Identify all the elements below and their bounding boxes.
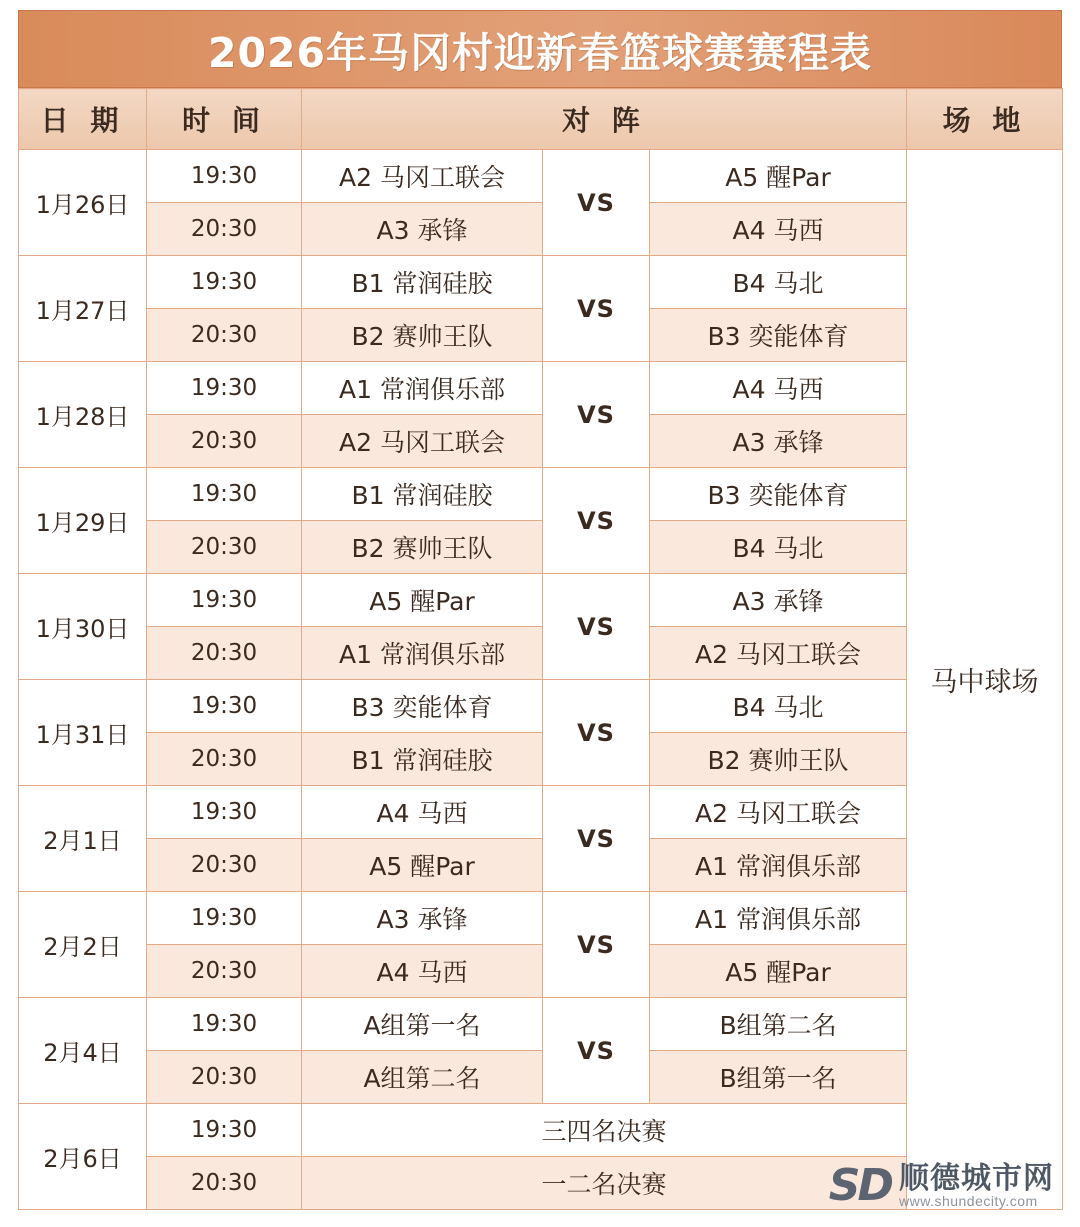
cell-vs: VS [543, 998, 650, 1104]
cell-final-match: 三四名决赛 [302, 1104, 907, 1157]
cell-time: 20:30 [147, 839, 302, 892]
cell-time: 19:30 [147, 892, 302, 945]
cell-team-b: A4 马西 [650, 203, 907, 256]
page-title: 2026年马冈村迎新春篮球赛赛程表 [207, 28, 873, 77]
table-row [19, 1104, 1063, 1157]
cell-date: 1月31日 [19, 680, 147, 786]
cell-team-b: B组第二名 [650, 998, 907, 1051]
cell-team-a: B1 常润硅胶 [302, 468, 543, 521]
table-row [19, 998, 1063, 1051]
cell-team-a: B3 奕能体育 [302, 680, 543, 733]
table-row [19, 521, 1063, 574]
column-header-match: 对 阵 [302, 89, 907, 150]
column-header-date: 日 期 [19, 89, 147, 150]
cell-team-a: A3 承锋 [302, 203, 543, 256]
cell-team-b: A3 承锋 [650, 574, 907, 627]
cell-team-b: B3 奕能体育 [650, 468, 907, 521]
table-row [19, 415, 1063, 468]
cell-time: 19:30 [147, 362, 302, 415]
table-row [19, 892, 1063, 945]
table-row [19, 203, 1063, 256]
cell-team-a: A4 马西 [302, 786, 543, 839]
cell-team-b: B组第一名 [650, 1051, 907, 1104]
header-row [19, 89, 1063, 150]
cell-team-a: A2 马冈工联会 [302, 415, 543, 468]
cell-team-b: B2 赛帅王队 [650, 733, 907, 786]
cell-team-a: A5 醒Par [302, 574, 543, 627]
schedule-table [18, 88, 1063, 1210]
cell-team-b: B4 马北 [650, 521, 907, 574]
table-row [19, 839, 1063, 892]
cell-vs: VS [543, 574, 650, 680]
cell-time: 20:30 [147, 627, 302, 680]
table-row [19, 1051, 1063, 1104]
cell-team-a: B1 常润硅胶 [302, 733, 543, 786]
table-row [19, 786, 1063, 839]
cell-team-b: A4 马西 [650, 362, 907, 415]
cell-time: 19:30 [147, 998, 302, 1051]
cell-time: 19:30 [147, 786, 302, 839]
cell-time: 19:30 [147, 256, 302, 309]
cell-team-b: A3 承锋 [650, 415, 907, 468]
cell-team-a: A2 马冈工联会 [302, 150, 543, 203]
cell-vs: VS [543, 468, 650, 574]
cell-team-b: B4 马北 [650, 256, 907, 309]
cell-vs: VS [543, 892, 650, 998]
cell-team-b: B3 奕能体育 [650, 309, 907, 362]
cell-date: 2月4日 [19, 998, 147, 1104]
cell-team-b: A2 马冈工联会 [650, 786, 907, 839]
cell-team-b: A1 常润俱乐部 [650, 892, 907, 945]
cell-venue: 马中球场 [907, 150, 1063, 1210]
cell-time: 20:30 [147, 203, 302, 256]
cell-date: 1月29日 [19, 468, 147, 574]
table-row [19, 945, 1063, 998]
cell-date: 2月2日 [19, 892, 147, 998]
column-header-time: 时 间 [147, 89, 302, 150]
cell-time: 20:30 [147, 415, 302, 468]
cell-date: 1月26日 [19, 150, 147, 256]
cell-time: 19:30 [147, 468, 302, 521]
cell-time: 19:30 [147, 574, 302, 627]
column-header-venue: 场 地 [907, 89, 1063, 150]
logo-icon: SD [828, 1159, 891, 1211]
cell-time: 20:30 [147, 309, 302, 362]
cell-vs: VS [543, 256, 650, 362]
cell-time: 19:30 [147, 150, 302, 203]
cell-vs: VS [543, 362, 650, 468]
cell-team-a: A组第一名 [302, 998, 543, 1051]
cell-team-a: A4 马西 [302, 945, 543, 998]
table-row [19, 627, 1063, 680]
cell-vs: VS [543, 786, 650, 892]
cell-time: 19:30 [147, 1104, 302, 1157]
cell-team-b: A2 马冈工联会 [650, 627, 907, 680]
cell-team-a: B1 常润硅胶 [302, 256, 543, 309]
table-row [19, 1157, 1063, 1210]
cell-date: 2月6日 [19, 1104, 147, 1210]
table-row [19, 468, 1063, 521]
table-row [19, 680, 1063, 733]
table-row [19, 574, 1063, 627]
cell-team-b: A5 醒Par [650, 150, 907, 203]
watermark-site-name: 顺德城市网 [899, 1161, 1054, 1195]
cell-time: 19:30 [147, 680, 302, 733]
cell-time: 20:30 [147, 945, 302, 998]
cell-date: 1月28日 [19, 362, 147, 468]
cell-team-b: A5 醒Par [650, 945, 907, 998]
cell-team-b: A1 常润俱乐部 [650, 839, 907, 892]
cell-date: 1月27日 [19, 256, 147, 362]
table-row [19, 150, 1063, 203]
cell-team-a: A5 醒Par [302, 839, 543, 892]
cell-time: 20:30 [147, 1051, 302, 1104]
cell-time: 20:30 [147, 521, 302, 574]
table-header [19, 89, 1063, 150]
cell-team-a: A1 常润俱乐部 [302, 362, 543, 415]
cell-final-match: 一二名决赛 [302, 1157, 907, 1210]
table-body [19, 150, 1063, 1210]
cell-time: 20:30 [147, 733, 302, 786]
cell-team-a: A3 承锋 [302, 892, 543, 945]
table-row [19, 733, 1063, 786]
table-row [19, 362, 1063, 415]
cell-team-a: B2 赛帅王队 [302, 521, 543, 574]
poster-title-bar [18, 10, 1062, 88]
cell-team-a: A组第二名 [302, 1051, 543, 1104]
table-row [19, 309, 1063, 362]
cell-team-a: A1 常润俱乐部 [302, 627, 543, 680]
cell-vs: VS [543, 150, 650, 256]
watermark-site-url: www.shundecity.com [899, 1193, 1038, 1210]
cell-team-b: B4 马北 [650, 680, 907, 733]
table-row [19, 256, 1063, 309]
cell-date: 1月30日 [19, 574, 147, 680]
cell-vs: VS [543, 680, 650, 786]
cell-team-a: B2 赛帅王队 [302, 309, 543, 362]
cell-date: 2月1日 [19, 786, 147, 892]
cell-time: 20:30 [147, 1157, 302, 1210]
